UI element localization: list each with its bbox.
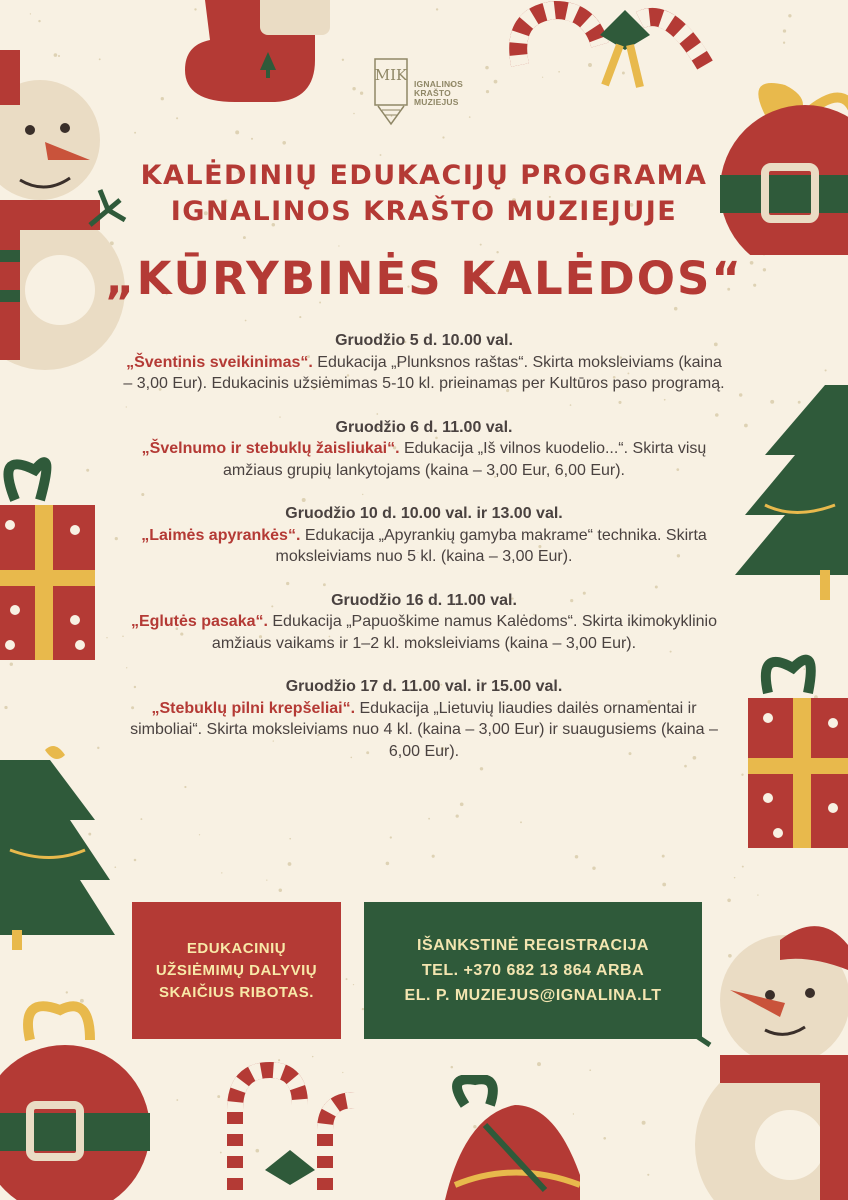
speckle-dot	[245, 320, 247, 322]
speckle-dot	[288, 862, 292, 866]
candy-cane-icon	[215, 1060, 375, 1200]
speckle-dot	[199, 834, 200, 835]
speckle-dot	[352, 87, 355, 90]
speckle-dot	[360, 92, 363, 95]
speckle-dot	[312, 1056, 313, 1057]
museum-logo	[374, 58, 463, 128]
speckle-dot	[757, 894, 758, 895]
speckle-dot	[380, 154, 382, 156]
bell-icon	[405, 1075, 580, 1200]
speckle-dot	[741, 774, 743, 776]
speckle-dot	[30, 13, 31, 14]
event-date: Gruodžio 10 d. 10.00 val. ir 13.00 val.	[285, 505, 563, 522]
logo-line: KRAŠTO	[414, 87, 451, 98]
event-item	[120, 503, 728, 568]
speckle-dot	[282, 141, 286, 145]
speckle-dot	[279, 889, 282, 892]
christmas-tree-icon	[735, 385, 848, 605]
speckle-dot	[390, 836, 392, 838]
speckle-dot	[494, 80, 498, 84]
notice-line: EDUKACINIŲ	[186, 939, 287, 957]
speckle-dot	[176, 1099, 178, 1101]
speckle-dot	[734, 877, 736, 879]
event-description: Edukacija „Apyrankių gamyba makrame“ technika. Skirta moksleiviams nuo 5 kl. (kaina – 3,00 Eur).	[275, 526, 707, 565]
speckle-dot	[783, 29, 786, 32]
speckle-dot	[642, 1121, 646, 1125]
event-description: Edukacija „Papuoškime namus Kalėdoms“. Skirta ikimokyklinio amžiaus vaikams ir 1–2 kl. moksleiviams (kaina – 3,00 Eur).	[211, 613, 717, 652]
event-list	[120, 330, 728, 784]
gift-box-icon	[748, 648, 848, 848]
logo-mark-top: MIK	[374, 66, 408, 84]
registration-info	[364, 902, 702, 1039]
event-name: „Švelnumo ir stebuklų žaisliukai“.	[141, 440, 400, 457]
event-name: „Laimės apyrankės“.	[141, 526, 301, 544]
speckle-dot	[289, 838, 291, 840]
event-item	[120, 676, 728, 762]
event-date: Gruodžio 16 d. 11.00 val.	[331, 591, 517, 609]
event-name: „Šventinis sveikinimas“.	[126, 353, 313, 371]
event-description: Edukacija „Lietuvių liaudies dailės ornamentai ir simboliai“. Skirta moksleiviams nuo 4 kl. (kaina – 3,00 Eur) ir suaugusiems (kaina – 6,00 Eur).	[130, 699, 718, 760]
event-date: Gruodžio 5 d. 10.00 val.	[335, 332, 513, 349]
logo-line: MUZIEJUS	[414, 96, 459, 107]
speckle-dot	[386, 862, 390, 866]
candy-cane-icon	[500, 0, 720, 90]
event-item	[120, 330, 728, 395]
speckle-dot	[266, 879, 267, 880]
speckle-dot	[251, 138, 253, 140]
speckle-dot	[66, 991, 68, 993]
event-description: Edukacija „Iš vilnos kuodelio...“. Skirta visų amžiaus grupių lankytojams (kaina – 3,00 Eur, 6,00 Eur).	[223, 440, 707, 479]
speckle-dot	[662, 855, 665, 858]
speckle-dot	[106, 637, 107, 638]
speckle-dot	[575, 855, 579, 859]
speckle-dot	[38, 20, 40, 22]
speckle-dot	[520, 821, 522, 823]
speckle-dot	[221, 872, 222, 873]
event-description: Edukacija „Plunksnos raštas“. Skirta moksleiviams (kaina – 3,00 Eur). Edukacinis užsiėmimas 5-10 kl. prieinamas per Kultūros paso programą.	[123, 353, 725, 392]
speckle-dot	[788, 14, 791, 17]
program-name: „KŪRYBINĖS KALĖDOS“	[105, 252, 743, 305]
speckle-dot	[825, 369, 827, 371]
snowman-icon	[680, 915, 848, 1200]
event-date: Gruodžio 17 d. 11.00 val. ir 15.00 val.	[285, 678, 563, 695]
speckle-dot	[742, 866, 744, 868]
speckle-dot	[592, 866, 595, 869]
speckle-dot	[134, 859, 137, 862]
registration-heading: IŠANKSTINĖ REGISTRACIJA	[417, 937, 649, 954]
speckle-dot	[140, 818, 142, 820]
speckle-dot	[243, 236, 246, 239]
christmas-stocking-icon	[165, 0, 345, 110]
christmas-tree-icon	[0, 740, 115, 950]
speckle-dot	[353, 113, 355, 115]
speckle-dot	[176, 117, 178, 119]
event-item	[120, 417, 728, 482]
museum-logo-mark	[374, 58, 408, 128]
ornament-ball-icon	[0, 995, 150, 1200]
speckle-dot	[456, 814, 459, 817]
event-date: Gruodžio 6 d. 11.00 val.	[335, 418, 513, 436]
gift-box-icon	[0, 450, 105, 665]
speckle-dot	[4, 706, 7, 709]
speckle-dot	[436, 8, 438, 10]
registration-phone: TEL. +370 682 13 864 ARBA	[421, 962, 645, 979]
speckle-dot	[235, 130, 239, 134]
speckle-dot	[346, 978, 348, 980]
event-item	[120, 590, 728, 655]
notice-line: SKAIČIUS RIBOTAS.	[159, 983, 314, 1001]
speckle-dot	[662, 883, 666, 887]
event-name: „Stebuklų pilni krepšeliai“.	[151, 699, 356, 717]
speckle-dot	[537, 1062, 541, 1066]
speckle-dot	[783, 42, 785, 44]
program-title: KALĖDINIŲ EDUKACIJŲ PROGRAMA	[140, 160, 708, 191]
logo-line: IGNALINOS	[414, 78, 464, 89]
speckle-dot	[161, 97, 164, 100]
speckle-dot	[485, 66, 489, 70]
speckle-dot	[603, 1137, 606, 1140]
limited-participants-notice	[132, 902, 341, 1039]
speckle-dot	[432, 855, 435, 858]
speckle-dot	[480, 244, 482, 246]
speckle-dot	[647, 1174, 649, 1176]
speckle-dot	[451, 1066, 454, 1069]
speckle-dot	[299, 316, 301, 318]
speckle-dot	[589, 1069, 591, 1071]
speckle-dot	[353, 984, 354, 985]
speckle-dot	[184, 786, 186, 788]
speckle-dot	[674, 307, 678, 311]
notice-line: UŽSIĖMIMŲ DALYVIŲ	[155, 961, 318, 979]
speckle-dot	[428, 818, 430, 820]
speckle-dot	[338, 245, 339, 246]
logo-text	[414, 80, 463, 107]
speckle-dot	[442, 136, 444, 138]
speckle-dot	[727, 899, 731, 903]
program-subtitle: IGNALINOS KRAŠTO MUZIEJUJE	[170, 196, 678, 227]
speckle-dot	[469, 116, 471, 118]
speckle-dot	[460, 802, 464, 806]
speckle-dot	[115, 537, 118, 540]
registration-email: EL. P. MUZIEJUS@IGNALINA.LT	[404, 987, 662, 1004]
speckle-dot	[486, 90, 489, 93]
event-name: „Eglutės pasaka“.	[130, 613, 268, 630]
